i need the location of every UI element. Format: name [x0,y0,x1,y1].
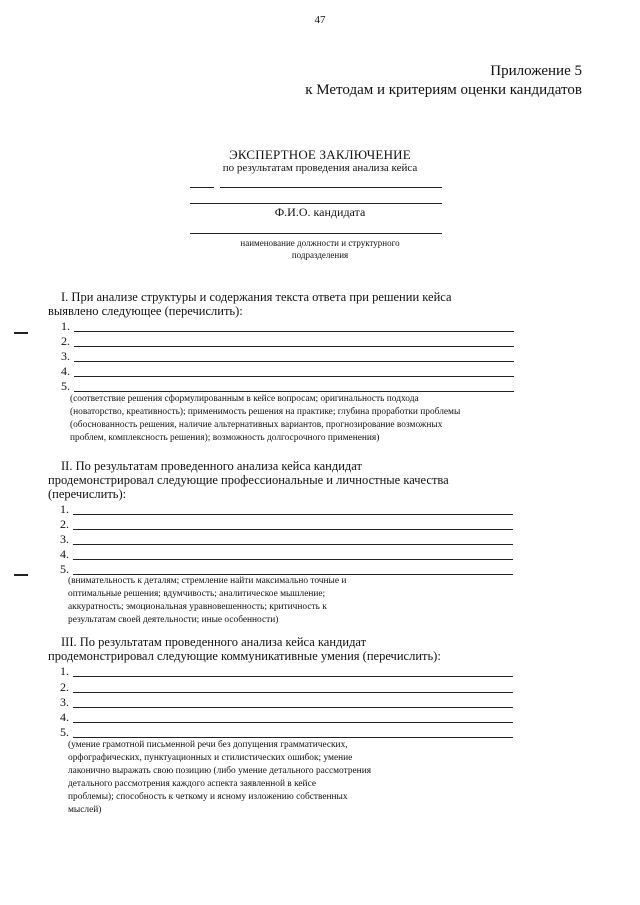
position-note: наименование должности и структурного подразделения [240,238,400,260]
answer-line [74,346,514,347]
answer-line [74,361,514,362]
document-subtitle: по результатам проведения анализа кейса [222,162,418,174]
fio-label: Ф.И.О. кандидата [274,205,366,219]
answer-line [73,676,513,677]
answer-line [73,722,513,723]
answer-line [73,737,513,738]
blank-line [190,187,214,188]
blank-line [190,203,442,204]
answer-line [73,692,513,693]
margin-mark [14,574,28,576]
margin-mark [14,332,28,334]
answer-line [73,559,513,560]
appendix-line-1: Приложение 5 [490,63,582,79]
list-item-number: 1. [61,319,70,333]
section-2-heading: II. По результатам проведенного анализа кейса кандидат продемонстрировал следующие профессиональные и личностные качества (перечислить): [48,459,449,501]
list-item-number: 3. [60,532,69,546]
list-item-number: 4. [60,710,69,724]
list-item-number: 2. [60,517,69,531]
answer-line [73,514,513,515]
list-item-number: 4. [61,364,70,378]
page-number: 47 [314,14,326,26]
list-item-number: 5. [60,562,69,576]
section-3-heading: III. По результатам проведенного анализа кейса кандидат продемонстрировал следующие коммуникативные умения (перечислить): [48,635,441,663]
answer-line [74,331,514,332]
document-title: ЭКСПЕРТНОЕ ЗАКЛЮЧЕНИЕ [229,147,411,162]
section-3-note: (умение грамотной письменной речи без допущения грамматических, орфографических, пунктуационных и стилистических ошибок; умение лаконично выражать свою позицию (либо умение детального рассмотрения детального рассмотрения каждого аспекта заявленной в кейсе проблемы); способность к четкому и ясному изложению собственных мыслей) [68,740,372,815]
list-item-number: 2. [61,334,70,348]
list-item-number: 1. [60,502,69,516]
section-1-heading: I. При анализе структуры и содержания текста ответа при решении кейса выявлено следующее (перечислить): [48,290,452,318]
list-item-number: 3. [61,349,70,363]
list-item-number: 5. [60,725,69,739]
appendix-header [305,62,582,100]
list-item-number: 5. [61,379,70,393]
answer-line [73,529,513,530]
list-item-number: 1. [60,664,69,678]
list-item-number: 4. [60,547,69,561]
section-2-note: (внимательность к деталям; стремление найти максимально точные и оптимальные решения; вдумчивость; аналитическое мышление; аккуратность; эмоциональная уравновешенность; критичность к результатам своей деятельности; иные особенности) [68,576,347,625]
answer-line [73,707,513,708]
answer-line [73,544,513,545]
answer-line [74,391,514,392]
answer-line [74,376,514,377]
list-item-number: 3. [60,695,69,709]
blank-line [220,187,442,188]
blank-line [190,233,442,234]
list-item-number: 2. [60,680,69,694]
appendix-line-2: к Методам и критериям оценки кандидатов [305,82,582,98]
section-1-note: (соответствие решения сформулированным в кейсе вопросам; оригинальность подхода (новаторство, креативность); применимость решения на практике; глубина проработки проблемы (обоснованность решения, наличие альтернативных вариантов, прогнозирование возможных проблем, комплексность решения); возможность долгосрочного применения) [70,394,461,443]
